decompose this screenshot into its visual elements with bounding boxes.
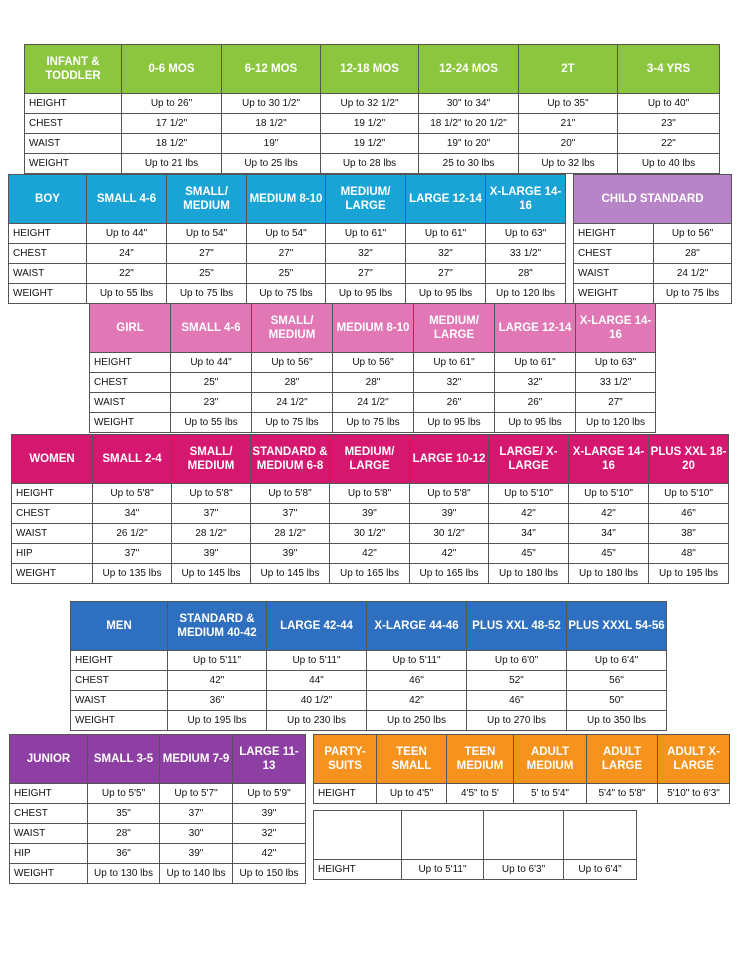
men-size-header: PLUS XXL 48-52 [467, 602, 567, 651]
size-value-cell: Up to 95 lbs [406, 284, 486, 304]
size-value-cell: Up to 230 lbs [267, 711, 367, 731]
junior-size-table [9, 734, 306, 884]
measurement-label: HEIGHT [314, 784, 377, 804]
men-size-header: LARGE 42-44 [267, 602, 367, 651]
junior-size-header: SMALL 3-5 [88, 735, 160, 784]
table-row [574, 224, 732, 244]
table-row [25, 114, 720, 134]
size-value-cell: Up to 32 1/2" [321, 94, 419, 114]
size-value-cell: 18 1/2" to 20 1/2" [419, 114, 519, 134]
size-value-cell: 46" [367, 671, 467, 691]
size-value-cell: Up to 140 lbs [160, 864, 233, 884]
women-size-header: STANDARD & MEDIUM 6-8 [251, 435, 330, 484]
size-value-cell: 42" [367, 691, 467, 711]
boy-size-header: SMALL/ MEDIUM [167, 175, 247, 224]
party-suits-size-table [313, 734, 730, 804]
measurement-label: WAIST [90, 393, 171, 413]
table-row [10, 784, 306, 804]
size-value-cell: Up to 40" [618, 94, 720, 114]
measurement-label: WEIGHT [9, 284, 87, 304]
table-row [9, 244, 566, 264]
table-row [12, 524, 729, 544]
size-value-cell: Up to 32 lbs [519, 154, 618, 174]
girl-size-header: SMALL 4-6 [171, 304, 252, 353]
size-value-cell: Up to 5'11" [168, 651, 267, 671]
table-row [314, 860, 637, 880]
table-row [90, 353, 656, 373]
size-value-cell: Up to 195 lbs [168, 711, 267, 731]
size-value-cell: 24" [87, 244, 167, 264]
girl-category-header: GIRL [90, 304, 171, 353]
size-value-cell: 32" [326, 244, 406, 264]
size-value-cell: Up to 145 lbs [251, 564, 330, 584]
size-value-cell: 56" [567, 671, 667, 691]
men-category-header: MEN [71, 602, 168, 651]
infant-size-header: 2T [519, 45, 618, 94]
measurement-label: HIP [10, 844, 88, 864]
size-value-cell: 24 1/2" [654, 264, 732, 284]
size-value-cell: 19" to 20" [419, 134, 519, 154]
size-value-cell: Up to 61" [326, 224, 406, 244]
size-value-cell: 27" [167, 244, 247, 264]
table-row [71, 671, 667, 691]
women-size-header: X-LARGE 14-16 [569, 435, 649, 484]
infant-category-header: INFANT & TODDLER [25, 45, 122, 94]
table-row [71, 691, 667, 711]
table-row [25, 154, 720, 174]
size-value-cell: 35" [88, 804, 160, 824]
measurement-label: WAIST [25, 134, 122, 154]
size-value-cell: 5'10" to 6'3" [658, 784, 730, 804]
size-value-cell: 28" [252, 373, 333, 393]
table-row [12, 484, 729, 504]
table-row [314, 784, 730, 804]
size-value-cell: Up to 26" [122, 94, 222, 114]
size-value-cell: Up to 5'10" [569, 484, 649, 504]
size-value-cell: 28" [486, 264, 566, 284]
size-value-cell: 22" [618, 134, 720, 154]
size-value-cell: 37" [251, 504, 330, 524]
table-row [10, 844, 306, 864]
girl-size-header: MEDIUM 8-10 [333, 304, 414, 353]
table-row [71, 711, 667, 731]
size-value-cell: 18 1/2" [122, 134, 222, 154]
girl-size-header: X-LARGE 14-16 [576, 304, 656, 353]
size-value-cell: Up to 75 lbs [252, 413, 333, 433]
girl-size-header: LARGE 12-14 [495, 304, 576, 353]
party-size-header: TEEN SMALL [377, 735, 447, 784]
size-value-cell: 33 1/2" [576, 373, 656, 393]
women-size-header: MEDIUM/ LARGE [330, 435, 410, 484]
size-value-cell: 52" [467, 671, 567, 691]
size-value-cell: Up to 5'8" [410, 484, 489, 504]
size-value-cell: Up to 6'3" [484, 860, 564, 880]
table-row [574, 244, 732, 264]
women-category-header: WOMEN [12, 435, 93, 484]
size-value-cell: 39" [172, 544, 251, 564]
table-row [9, 264, 566, 284]
size-value-cell: Up to 5'8" [172, 484, 251, 504]
size-value-cell: 32" [414, 373, 495, 393]
child-header-row [574, 175, 732, 224]
size-value-cell: 38" [649, 524, 729, 544]
men-header-row [71, 602, 667, 651]
infant-size-header: 12-18 MOS [321, 45, 419, 94]
size-value-cell: 26" [414, 393, 495, 413]
size-value-cell: 5'4" to 5'8" [587, 784, 658, 804]
size-value-cell: 18 1/2" [222, 114, 321, 134]
size-value-cell: 42" [168, 671, 267, 691]
size-value-cell: Up to 56" [333, 353, 414, 373]
size-value-cell: 24 1/2" [252, 393, 333, 413]
measurement-label: WAIST [9, 264, 87, 284]
size-value-cell: 22" [87, 264, 167, 284]
table-row [12, 504, 729, 524]
measurement-label: WEIGHT [71, 711, 168, 731]
adult-zipsters-size-table [313, 810, 637, 880]
size-value-cell: 19 1/2" [321, 114, 419, 134]
boy-header-row [9, 175, 566, 224]
size-value-cell: Up to 35" [519, 94, 618, 114]
size-value-cell: Up to 56" [654, 224, 732, 244]
junior-header-row [10, 735, 306, 784]
party-size-header: ADULT X-LARGE [658, 735, 730, 784]
size-value-cell: Up to 5'10" [649, 484, 729, 504]
size-value-cell: 39" [233, 804, 306, 824]
size-value-cell: 25" [247, 264, 326, 284]
size-value-cell: Up to 4'5" [377, 784, 447, 804]
size-value-cell: 30 1/2" [330, 524, 410, 544]
size-value-cell: Up to 95 lbs [495, 413, 576, 433]
size-value-cell: 42" [569, 504, 649, 524]
boy-size-header: MEDIUM/ LARGE [326, 175, 406, 224]
size-value-cell: 4'5" to 5' [447, 784, 514, 804]
size-value-cell: 37" [93, 544, 172, 564]
measurement-label: HEIGHT [314, 860, 402, 880]
measurement-label: HEIGHT [574, 224, 654, 244]
size-value-cell: 27" [406, 264, 486, 284]
size-value-cell: 21" [519, 114, 618, 134]
size-value-cell: Up to 5'11" [367, 651, 467, 671]
table-row [12, 544, 729, 564]
boy-size-header: X-LARGE 14-16 [486, 175, 566, 224]
size-value-cell: 42" [330, 544, 410, 564]
size-value-cell: Up to 28 lbs [321, 154, 419, 174]
size-value-cell: 39" [251, 544, 330, 564]
size-value-cell: Up to 75 lbs [167, 284, 247, 304]
party-size-header: ADULT LARGE [587, 735, 658, 784]
size-value-cell: 48" [649, 544, 729, 564]
measurement-label: WAIST [574, 264, 654, 284]
size-value-cell: 25" [167, 264, 247, 284]
women-size-header: LARGE/ X-LARGE [489, 435, 569, 484]
size-value-cell: 40 1/2" [267, 691, 367, 711]
size-value-cell: Up to 5'10" [489, 484, 569, 504]
size-value-cell: 27" [326, 264, 406, 284]
size-value-cell: 34" [489, 524, 569, 544]
size-value-cell: 19" [222, 134, 321, 154]
infant-size-header: 6-12 MOS [222, 45, 321, 94]
child-standard-size-table [573, 174, 732, 304]
size-value-cell: Up to 55 lbs [171, 413, 252, 433]
size-value-cell: 23" [618, 114, 720, 134]
measurement-label: WEIGHT [90, 413, 171, 433]
size-value-cell: Up to 5'9" [233, 784, 306, 804]
size-value-cell: Up to 61" [414, 353, 495, 373]
size-value-cell: Up to 5'8" [251, 484, 330, 504]
table-row [71, 651, 667, 671]
size-value-cell: Up to 120 lbs [576, 413, 656, 433]
size-value-cell: 50" [567, 691, 667, 711]
size-value-cell: 37" [160, 804, 233, 824]
size-value-cell: Up to 350 lbs [567, 711, 667, 731]
measurement-label: WAIST [71, 691, 168, 711]
size-value-cell: Up to 270 lbs [467, 711, 567, 731]
boy-size-header: LARGE 12-14 [406, 175, 486, 224]
size-value-cell: Up to 44" [87, 224, 167, 244]
size-value-cell: 36" [88, 844, 160, 864]
size-value-cell: Up to 21 lbs [122, 154, 222, 174]
men-size-header: X-LARGE 44-46 [367, 602, 467, 651]
size-value-cell: Up to 5'11" [402, 860, 484, 880]
girl-size-header: SMALL/ MEDIUM [252, 304, 333, 353]
infant-size-header: 3-4 YRS [618, 45, 720, 94]
size-value-cell: Up to 145 lbs [172, 564, 251, 584]
size-value-cell: 32" [233, 824, 306, 844]
size-value-cell: Up to 180 lbs [489, 564, 569, 584]
size-value-cell: Up to 75 lbs [333, 413, 414, 433]
infant-header-row [25, 45, 720, 94]
table-row [25, 134, 720, 154]
size-value-cell: 32" [495, 373, 576, 393]
size-value-cell: 34" [569, 524, 649, 544]
size-value-cell: Up to 95 lbs [414, 413, 495, 433]
infant-size-header: 0-6 MOS [122, 45, 222, 94]
size-value-cell: 5' to 5'4" [514, 784, 587, 804]
table-row [574, 264, 732, 284]
size-value-cell: 32" [406, 244, 486, 264]
size-value-cell: 45" [569, 544, 649, 564]
size-value-cell: 27" [247, 244, 326, 264]
men-size-header: STANDARD & MEDIUM 40-42 [168, 602, 267, 651]
boy-size-table [8, 174, 566, 304]
measurement-label: CHEST [10, 804, 88, 824]
size-value-cell: Up to 195 lbs [649, 564, 729, 584]
size-value-cell: 45" [489, 544, 569, 564]
size-value-cell: Up to 56" [252, 353, 333, 373]
size-value-cell: Up to 120 lbs [486, 284, 566, 304]
size-value-cell: 17 1/2" [122, 114, 222, 134]
size-value-cell: 20" [519, 134, 618, 154]
size-value-cell: 28" [333, 373, 414, 393]
size-value-cell: 26 1/2" [93, 524, 172, 544]
women-size-header: PLUS XXL 18-20 [649, 435, 729, 484]
girl-size-header: MEDIUM/ LARGE [414, 304, 495, 353]
size-value-cell: Up to 5'8" [93, 484, 172, 504]
table-row [10, 864, 306, 884]
zipsters-size-header: LARGE/ X-LARGE [484, 811, 564, 860]
zipsters-size-header: PLUS XXL [564, 811, 637, 860]
girl-header-row [90, 304, 656, 353]
size-value-cell: 42" [410, 544, 489, 564]
boy-category-header: BOY [9, 175, 87, 224]
boy-size-header: SMALL 4-6 [87, 175, 167, 224]
size-value-cell: Up to 5'11" [267, 651, 367, 671]
size-value-cell: Up to 54" [247, 224, 326, 244]
women-header-row [12, 435, 729, 484]
size-value-cell: 42" [233, 844, 306, 864]
size-value-cell: 39" [160, 844, 233, 864]
size-value-cell: 25" [171, 373, 252, 393]
infant-size-header: 12-24 MOS [419, 45, 519, 94]
measurement-label: CHEST [574, 244, 654, 264]
junior-size-header: MEDIUM 7-9 [160, 735, 233, 784]
table-row [10, 804, 306, 824]
size-value-cell: Up to 135 lbs [93, 564, 172, 584]
party-category-header: PARTY- SUITS [314, 735, 377, 784]
size-value-cell: 28 1/2" [172, 524, 251, 544]
table-row [12, 564, 729, 584]
size-value-cell: Up to 165 lbs [330, 564, 410, 584]
size-value-cell: Up to 55 lbs [87, 284, 167, 304]
child-category-header: CHILD STANDARD [574, 175, 732, 224]
measurement-label: WEIGHT [574, 284, 654, 304]
measurement-label: WAIST [10, 824, 88, 844]
size-value-cell: Up to 6'4" [564, 860, 637, 880]
size-value-cell: 46" [467, 691, 567, 711]
boy-size-header: MEDIUM 8-10 [247, 175, 326, 224]
size-value-cell: Up to 6'0" [467, 651, 567, 671]
junior-size-header: LARGE 11-13 [233, 735, 306, 784]
size-value-cell: 30" [160, 824, 233, 844]
size-value-cell: Up to 130 lbs [88, 864, 160, 884]
size-value-cell: 36" [168, 691, 267, 711]
size-value-cell: Up to 6'4" [567, 651, 667, 671]
size-value-cell: Up to 63" [576, 353, 656, 373]
size-value-cell: 42" [489, 504, 569, 524]
measurement-label: WEIGHT [10, 864, 88, 884]
size-value-cell: 30" to 34" [419, 94, 519, 114]
measurement-label: WEIGHT [25, 154, 122, 174]
measurement-label: HEIGHT [10, 784, 88, 804]
measurement-label: HEIGHT [12, 484, 93, 504]
size-value-cell: 39" [330, 504, 410, 524]
women-size-header: SMALL 2-4 [93, 435, 172, 484]
measurement-label: HIP [12, 544, 93, 564]
size-value-cell: 25 to 30 lbs [419, 154, 519, 174]
measurement-label: HEIGHT [25, 94, 122, 114]
table-row [90, 393, 656, 413]
size-value-cell: 27" [576, 393, 656, 413]
size-value-cell: Up to 61" [406, 224, 486, 244]
table-row [9, 224, 566, 244]
size-value-cell: 39" [410, 504, 489, 524]
men-size-table [70, 601, 667, 731]
size-value-cell: Up to 5'7" [160, 784, 233, 804]
measurement-label: CHEST [71, 671, 168, 691]
women-size-table [11, 434, 729, 584]
size-value-cell: Up to 63" [486, 224, 566, 244]
size-value-cell: 28 1/2" [251, 524, 330, 544]
measurement-label: CHEST [9, 244, 87, 264]
size-value-cell: Up to 61" [495, 353, 576, 373]
size-value-cell: Up to 30 1/2" [222, 94, 321, 114]
party-size-header: TEEN MEDIUM [447, 735, 514, 784]
size-value-cell: Up to 25 lbs [222, 154, 321, 174]
size-value-cell: 30 1/2" [410, 524, 489, 544]
size-value-cell: 19 1/2" [321, 134, 419, 154]
size-value-cell: Up to 250 lbs [367, 711, 467, 731]
infant-toddler-size-table [24, 44, 720, 174]
size-value-cell: 34" [93, 504, 172, 524]
zipsters-header-row [314, 811, 637, 860]
size-value-cell: Up to 95 lbs [326, 284, 406, 304]
size-value-cell: Up to 75 lbs [654, 284, 732, 304]
size-value-cell: Up to 40 lbs [618, 154, 720, 174]
measurement-label: WAIST [12, 524, 93, 544]
junior-category-header: JUNIOR [10, 735, 88, 784]
party-header-row [314, 735, 730, 784]
size-value-cell: 33 1/2" [486, 244, 566, 264]
party-size-header: ADULT MEDIUM [514, 735, 587, 784]
table-row [90, 413, 656, 433]
measurement-label: HEIGHT [90, 353, 171, 373]
size-value-cell: 24 1/2" [333, 393, 414, 413]
measurement-label: WEIGHT [12, 564, 93, 584]
table-row [10, 824, 306, 844]
table-row [9, 284, 566, 304]
size-value-cell: Up to 165 lbs [410, 564, 489, 584]
zipsters-category-header: ADULT ZIPSTERS [314, 811, 402, 860]
size-value-cell: 28" [654, 244, 732, 264]
size-value-cell: 37" [172, 504, 251, 524]
size-value-cell: Up to 150 lbs [233, 864, 306, 884]
women-size-header: LARGE 10-12 [410, 435, 489, 484]
size-value-cell: 26" [495, 393, 576, 413]
table-row [90, 373, 656, 393]
size-value-cell: Up to 75 lbs [247, 284, 326, 304]
size-value-cell: 46" [649, 504, 729, 524]
measurement-label: HEIGHT [9, 224, 87, 244]
size-value-cell: 28" [88, 824, 160, 844]
measurement-label: HEIGHT [71, 651, 168, 671]
men-size-header: PLUS XXXL 54-56 [567, 602, 667, 651]
size-value-cell: 23" [171, 393, 252, 413]
size-value-cell: Up to 5'8" [330, 484, 410, 504]
size-value-cell: Up to 54" [167, 224, 247, 244]
size-value-cell: Up to 5'5" [88, 784, 160, 804]
measurement-label: CHEST [12, 504, 93, 524]
girl-size-table [89, 303, 656, 433]
measurement-label: CHEST [25, 114, 122, 134]
measurement-label: CHEST [90, 373, 171, 393]
table-row [574, 284, 732, 304]
zipsters-size-header: SMALL/ MEDIUM [402, 811, 484, 860]
size-value-cell: Up to 44" [171, 353, 252, 373]
women-size-header: SMALL/ MEDIUM [172, 435, 251, 484]
table-row [25, 94, 720, 114]
size-value-cell: Up to 180 lbs [569, 564, 649, 584]
size-value-cell: 44" [267, 671, 367, 691]
